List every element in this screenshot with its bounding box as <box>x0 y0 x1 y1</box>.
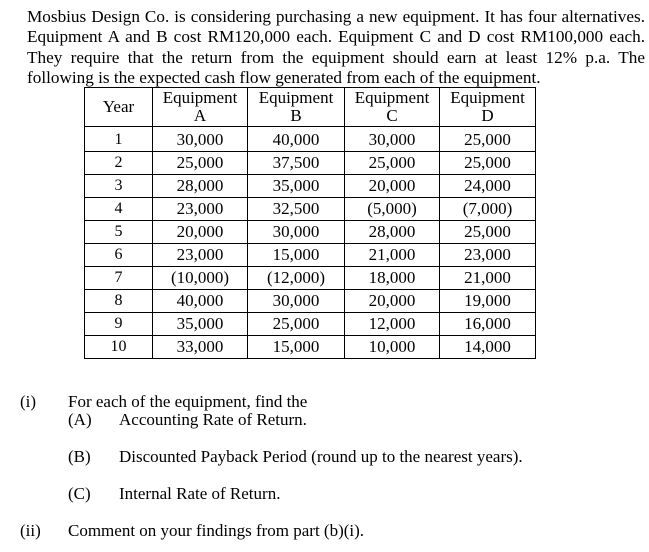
year-cell: 9 <box>85 313 153 336</box>
equipment-b-cell: 30,000 <box>248 221 345 244</box>
equipment-b-cell: 37,500 <box>248 152 345 175</box>
sub-a-label: (A) <box>68 410 92 429</box>
equipment-d-cell: 25,000 <box>440 152 536 175</box>
equipment-c-cell: 10,000 <box>345 336 440 359</box>
equipment-d-header <box>440 88 536 127</box>
equipment-b-cell: 35,000 <box>248 175 345 198</box>
equipment-b-header <box>248 88 345 127</box>
equipment-d-cell: (7,000) <box>440 198 536 221</box>
equipment-b-cell: 15,000 <box>248 336 345 359</box>
equipment-d-cell: 24,000 <box>440 175 536 198</box>
year-cell: 5 <box>85 221 153 244</box>
intro-line: They require that the return from the equipment should earn at least 12% p.a. The <box>27 47 645 67</box>
intro-line: Mosbius Design Co. is considering purchasing a new equipment. It has four alternatives. <box>27 7 645 26</box>
equipment-a-cell: 25,000 <box>153 152 248 175</box>
equipment-b-cell: 32,500 <box>248 198 345 221</box>
sub-c-text: Internal Rate of Return. <box>119 484 281 503</box>
equipment-c-cell: 20,000 <box>345 290 440 313</box>
equipment-c-cell: 20,000 <box>345 175 440 198</box>
equipment-a-header <box>153 88 248 127</box>
year-cell: 3 <box>85 175 153 198</box>
table-row <box>85 175 536 198</box>
equipment-b-cell: (12,000) <box>248 267 345 290</box>
year-cell: 4 <box>85 198 153 221</box>
equipment-c-cell: 12,000 <box>345 313 440 336</box>
table-row <box>85 198 536 221</box>
part-ii-text: Comment on your findings from part (b)(i). <box>68 521 365 540</box>
sub-b-text: Discounted Payback Period (round up to the nearest years). <box>119 447 523 466</box>
header-title: Equipment <box>258 88 334 107</box>
year-cell: 1 <box>85 127 153 152</box>
year-cell: 2 <box>85 152 153 175</box>
table-row <box>85 152 536 175</box>
sub-c-label: (C) <box>68 484 91 503</box>
intro-line: Equipment A and B cost RM120,000 each. Equipment C and D cost RM100,000 each. <box>27 27 645 47</box>
year-cell: 8 <box>85 290 153 313</box>
table-header-row <box>85 88 536 127</box>
equipment-c-cell: 21,000 <box>345 244 440 267</box>
table-row <box>85 313 536 336</box>
equipment-a-cell: 40,000 <box>153 290 248 313</box>
equipment-d-cell: 14,000 <box>440 336 536 359</box>
intro-paragraph <box>27 7 645 88</box>
equipment-c-cell: 25,000 <box>345 152 440 175</box>
table-row <box>85 244 536 267</box>
table-row <box>85 127 536 152</box>
equipment-b-cell: 15,000 <box>248 244 345 267</box>
cash-flow-table <box>84 87 536 359</box>
header-title: Equipment <box>354 88 430 107</box>
equipment-c-cell: (5,000) <box>345 198 440 221</box>
header-letter: D <box>481 106 494 125</box>
part-i-label: (i) <box>20 392 37 411</box>
equipment-d-cell: 16,000 <box>440 313 536 336</box>
equipment-d-cell: 25,000 <box>440 127 536 152</box>
equipment-d-cell: 23,000 <box>440 244 536 267</box>
header-title: Equipment <box>450 88 525 107</box>
equipment-d-cell: 19,000 <box>440 290 536 313</box>
equipment-a-cell: (10,000) <box>153 267 248 290</box>
table-row <box>85 267 536 290</box>
equipment-b-cell: 25,000 <box>248 313 345 336</box>
equipment-a-cell: 23,000 <box>153 244 248 267</box>
header-letter: A <box>193 106 207 125</box>
table-row <box>85 221 536 244</box>
equipment-c-cell: 28,000 <box>345 221 440 244</box>
equipment-c-cell: 18,000 <box>345 267 440 290</box>
year-header: Year <box>85 88 153 127</box>
equipment-a-cell: 30,000 <box>153 127 248 152</box>
equipment-c-header <box>345 88 440 127</box>
sub-a-text: Accounting Rate of Return. <box>119 410 307 429</box>
year-cell: 7 <box>85 267 153 290</box>
equipment-b-cell: 40,000 <box>248 127 345 152</box>
equipment-a-cell: 23,000 <box>153 198 248 221</box>
equipment-d-cell: 25,000 <box>440 221 536 244</box>
part-i-text: For each of the equipment, find the <box>68 392 308 411</box>
equipment-a-cell: 33,000 <box>153 336 248 359</box>
intro-line: following is the expected cash flow generated from each of the equipment. <box>27 67 541 87</box>
header-letter: C <box>386 106 398 125</box>
equipment-d-cell: 21,000 <box>440 267 536 290</box>
year-cell: 6 <box>85 244 153 267</box>
equipment-c-cell: 30,000 <box>345 127 440 152</box>
sub-b-label: (B) <box>68 447 91 466</box>
table-row <box>85 290 536 313</box>
cash-flow-body <box>85 127 536 359</box>
header-letter: B <box>290 106 302 125</box>
equipment-a-cell: 35,000 <box>153 313 248 336</box>
header-title: Equipment <box>162 88 238 107</box>
year-cell: 10 <box>85 336 153 359</box>
equipment-a-cell: 20,000 <box>153 221 248 244</box>
table-row <box>85 336 536 359</box>
equipment-a-cell: 28,000 <box>153 175 248 198</box>
part-ii-label: (ii) <box>20 521 41 540</box>
equipment-b-cell: 30,000 <box>248 290 345 313</box>
